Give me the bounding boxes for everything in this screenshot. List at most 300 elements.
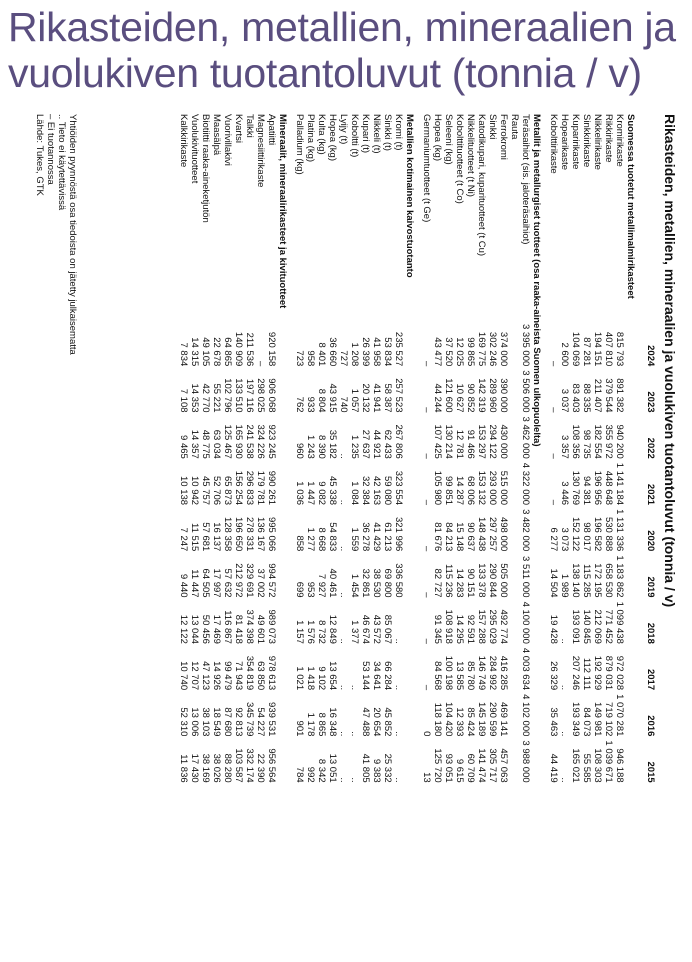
table-cell: 762 <box>294 396 305 413</box>
table-cell: 37 520 <box>443 337 454 367</box>
table-cell: 90 151 <box>465 568 476 598</box>
year-header: 2023 <box>645 391 656 413</box>
table-cell: 336 580 <box>393 563 404 598</box>
table-cell: 125 720 <box>432 748 443 783</box>
row-label: Palladium (kg) <box>294 114 305 175</box>
table-cell: 727 <box>338 350 349 367</box>
table-cell: 515 000 <box>498 470 509 506</box>
table-cell: 858 <box>294 535 305 552</box>
table-cell: 104 420 <box>443 702 454 737</box>
table-row <box>487 114 498 783</box>
table-cell: 14 504 <box>548 568 559 598</box>
table-cell: .. <box>338 592 349 598</box>
table-cell: 27 637 <box>360 429 371 459</box>
table-cell: 492 774 <box>498 609 509 644</box>
table-cell: 699 <box>294 581 305 598</box>
table-row <box>592 114 603 783</box>
table-cell <box>509 413 520 459</box>
table-cell: 17 430 <box>189 753 200 783</box>
table-cell: 41 805 <box>360 753 371 783</box>
row-label: Vuorivillakivi <box>222 114 233 166</box>
table-cell: 2 600 <box>559 342 570 367</box>
table-cell: 130 214 <box>443 424 454 459</box>
row-label: Kuparirikaste <box>570 114 581 170</box>
table-row <box>327 114 338 783</box>
year-header: 2017 <box>645 668 656 691</box>
table-cell: 1 131 336 <box>614 509 625 552</box>
table-cell: 10 627 <box>454 383 465 413</box>
section-header-row <box>625 114 642 783</box>
table-cell: .. <box>393 777 404 783</box>
footnotes <box>34 114 78 355</box>
table-cell <box>509 320 520 366</box>
production-table <box>178 114 656 783</box>
table-cell: 211 536 <box>244 332 255 367</box>
table-cell: 990 261 <box>266 470 277 506</box>
table-cell: 193 091 <box>570 609 581 644</box>
table-cell: 165 930 <box>233 424 244 459</box>
table-row <box>570 114 581 783</box>
table-cell: 194 151 <box>592 331 603 367</box>
table-cell: 8 804 <box>316 388 327 413</box>
table-cell: 103 587 <box>233 748 244 783</box>
table-cell: 939 531 <box>266 702 277 737</box>
table-cell: 128 358 <box>222 516 233 552</box>
table-cell: 48 775 <box>200 429 211 459</box>
table-cell: 8 401 <box>316 342 327 367</box>
table-row <box>382 114 393 783</box>
table-cell: 38 530 <box>371 568 382 598</box>
table-cell: – <box>421 499 432 506</box>
table-cell <box>509 598 520 644</box>
table-cell: 1 989 <box>559 573 570 598</box>
table-row <box>476 114 487 783</box>
table-cell: 100 198 <box>443 655 454 691</box>
table-cell: .. <box>559 684 570 691</box>
row-label: Kulta (kg) <box>316 114 327 155</box>
year-header: 2019 <box>645 576 656 598</box>
row-label: Kvartsi <box>233 114 244 144</box>
table-cell: 8 732 <box>316 620 327 644</box>
table-cell: 107 425 <box>432 424 443 459</box>
table-cell: 3 511 000 <box>520 556 531 598</box>
table-cell: 1 157 <box>294 620 305 644</box>
row-label: Nikkelirikaste <box>592 114 603 170</box>
table-cell: 723 <box>294 350 305 367</box>
table-cell: 136 167 <box>255 516 266 552</box>
table-cell: 46 674 <box>360 614 371 644</box>
table-cell: 17 469 <box>211 614 222 644</box>
table-cell: 98 735 <box>581 429 592 459</box>
table-cell: 345 739 <box>244 702 255 737</box>
table-cell: 235 527 <box>393 331 404 367</box>
table-row <box>360 114 371 783</box>
table-cell: 87 680 <box>222 707 233 737</box>
table-cell: 84 568 <box>432 661 443 691</box>
table-cell: 35 182 <box>327 429 338 459</box>
table-row <box>520 114 531 783</box>
table-cell: .. <box>559 638 570 644</box>
table-cell: 10 942 <box>189 476 200 506</box>
table-cell: 211 407 <box>592 378 603 413</box>
table-cell: – <box>421 638 432 644</box>
table-cell: 329 691 <box>244 563 255 598</box>
table-cell: 115 285 <box>581 563 592 598</box>
table-cell: 152 122 <box>570 516 581 552</box>
table-cell: 102 796 <box>222 378 233 413</box>
table-cell: 133 510 <box>233 378 244 413</box>
year-header: 2020 <box>645 530 656 552</box>
table-cell: 12 707 <box>189 661 200 691</box>
table-cell: 146 749 <box>476 655 487 691</box>
table-row <box>338 114 349 783</box>
table-cell: 1 178 <box>305 712 316 737</box>
table-cell: 37 002 <box>255 568 266 598</box>
table-cell: 7 834 <box>178 342 189 367</box>
table-cell: 3 037 <box>559 388 570 413</box>
table-row <box>443 114 454 783</box>
row-label: Rikkirikaste <box>603 114 614 163</box>
row-label: Biotiitti raaka-aineketjutön <box>200 114 211 223</box>
table-cell: .. <box>393 638 404 644</box>
row-label: Sinkkirikaste <box>581 114 592 168</box>
table-cell: 193 349 <box>570 702 581 737</box>
table-cell: 55 221 <box>211 383 222 413</box>
table-row <box>421 114 432 783</box>
table-cell: – <box>421 360 432 367</box>
table-cell: 17 997 <box>211 568 222 598</box>
table-cell: .. <box>393 684 404 691</box>
table-row <box>222 114 233 783</box>
table-cell: 933 <box>305 396 316 413</box>
table-cell: 54 833 <box>327 522 338 552</box>
table-cell: 22 390 <box>255 753 266 783</box>
table-cell: 972 028 <box>614 655 625 691</box>
table-row <box>233 114 244 783</box>
table-row <box>465 114 476 783</box>
table-cell: 9 383 <box>371 758 382 783</box>
table-cell: 40 461 <box>327 568 338 598</box>
row-label: Kromirikaste <box>614 114 625 167</box>
table-cell: 44 244 <box>432 383 443 413</box>
table-cell: 12 122 <box>178 614 189 644</box>
table-cell: 36 660 <box>327 337 338 367</box>
table-cell: .. <box>338 638 349 644</box>
table-cell: 14 926 <box>211 661 222 691</box>
table-cell: – <box>421 407 432 413</box>
table-cell: 66 284 <box>382 661 393 691</box>
table-cell: 93 051 <box>443 753 454 783</box>
table-cell: 85 780 <box>465 661 476 691</box>
table-cell: 505 000 <box>498 563 509 598</box>
table-cell: 105 980 <box>432 470 443 506</box>
table-cell: 355 972 <box>603 424 614 459</box>
table-cell: 44 921 <box>371 429 382 459</box>
table-cell: 115 236 <box>443 563 454 598</box>
table-row <box>244 114 255 783</box>
section-title: Metallien kotimainen kaivostuotanto <box>404 114 415 278</box>
table-cell: 9 102 <box>316 666 327 691</box>
table-cell: 1 183 862 <box>614 555 625 598</box>
table-cell: 12 393 <box>454 707 465 737</box>
table-cell: 9 615 <box>454 758 465 783</box>
table-cell: 12 849 <box>327 614 338 644</box>
table-cell <box>509 459 520 505</box>
table-cell: 179 781 <box>255 470 266 506</box>
table-cell: 125 467 <box>222 424 233 459</box>
table-cell: 1 021 <box>294 666 305 691</box>
table-cell: 498 000 <box>498 516 509 552</box>
rotated-document <box>0 110 678 960</box>
table-cell: 321 996 <box>393 516 404 552</box>
table-cell: 719 102 <box>603 702 614 737</box>
table-cell: 53 834 <box>382 337 393 367</box>
table-cell: 26 329 <box>548 661 559 691</box>
table-cell: 978 613 <box>266 655 277 691</box>
table-cell: 43 915 <box>327 383 338 413</box>
table-cell: 14 353 <box>189 383 200 413</box>
table-cell: 1 084 <box>349 481 360 506</box>
table-row <box>349 114 360 783</box>
table-cell: – <box>255 360 266 367</box>
table-cell: 47 123 <box>200 661 211 691</box>
table-cell <box>509 551 520 597</box>
table-cell: 354 819 <box>244 655 255 691</box>
table-cell: 8 390 <box>316 435 327 459</box>
table-cell: 12 781 <box>454 429 465 459</box>
table-cell: 197 116 <box>244 378 255 413</box>
table-cell: 290 844 <box>487 563 498 598</box>
table-cell: 448 648 <box>603 470 614 506</box>
table-cell: 99 865 <box>465 337 476 367</box>
table-cell: .. <box>349 684 360 691</box>
table-cell: 379 544 <box>603 378 614 413</box>
table-cell: 85 424 <box>465 707 476 737</box>
table-cell: 212 069 <box>592 609 603 644</box>
table-cell: 169 775 <box>476 331 487 367</box>
table-cell: 4 100 000 <box>520 601 531 644</box>
table-cell: 157 288 <box>476 609 487 644</box>
row-label: Teräsaihiot (sis. jaloteräsaihiot) <box>520 114 531 245</box>
table-cell: 20 132 <box>360 383 371 413</box>
section-header-row <box>404 114 421 783</box>
table-cell: 953 <box>305 581 316 598</box>
page-title: Rikasteiden, metallien, mineraalien ja vuolukiven tuotantoluvut (tonnia / v) <box>8 4 676 96</box>
table-row <box>614 114 625 783</box>
table-cell: 49 105 <box>200 337 211 367</box>
table-cell: 91 345 <box>432 614 443 644</box>
table-cell: 36 278 <box>360 522 371 552</box>
table-cell: 923 245 <box>266 424 277 459</box>
table-cell: 81 676 <box>432 522 443 552</box>
table-cell: 88 280 <box>222 753 233 783</box>
table-cell: 298 025 <box>255 378 266 413</box>
table-cell: 407 810 <box>603 331 614 367</box>
row-label: Katodikupari, kuparituotteet (t Cu) <box>476 114 487 257</box>
table-cell: – <box>421 592 432 598</box>
table-cell: 297 257 <box>487 516 498 552</box>
table-cell <box>509 690 520 736</box>
table-body <box>178 114 642 783</box>
section-title: Mineraalit, mineraalirikasteet ja kivituotteet <box>277 114 288 309</box>
table-cell: 182 554 <box>592 424 603 459</box>
table-cell: 45 852 <box>382 707 393 737</box>
table-cell: 1 576 <box>305 620 316 644</box>
table-cell: 9 465 <box>178 435 189 459</box>
table-cell: 906 068 <box>266 378 277 413</box>
table-cell: 7 108 <box>178 388 189 413</box>
table-cell: 11 836 <box>178 754 189 783</box>
table-cell: 35 463 <box>548 707 559 737</box>
footnote-not-in-production: – Ei tuotannossa <box>45 114 56 185</box>
row-label: Maasälpä <box>211 114 222 156</box>
table-cell: 332 174 <box>244 748 255 783</box>
table-cell: 172 195 <box>592 563 603 598</box>
row-label: Sinkki <box>487 114 498 140</box>
table-cell: 12 025 <box>454 337 465 367</box>
table-cell: 63 034 <box>211 429 222 459</box>
table-cell: 416 285 <box>498 655 509 691</box>
table-header-row <box>642 114 656 783</box>
table-cell: 55 585 <box>581 753 592 783</box>
table-cell <box>509 736 520 782</box>
row-label: Koboltti (t) <box>349 114 360 158</box>
row-label: Ferrokromi <box>498 114 509 160</box>
table-cell: 3 482 000 <box>520 509 531 552</box>
table-cell: 995 066 <box>266 516 277 552</box>
table-cell: 212 972 <box>233 563 244 598</box>
table-cell: 11 447 <box>189 569 200 598</box>
table-cell: 1 070 281 <box>614 694 625 737</box>
table-cell: 13 585 <box>454 661 465 691</box>
row-label: Rauta <box>509 114 520 140</box>
table-row <box>371 114 382 783</box>
table-cell: – <box>548 407 559 413</box>
table-cell: 1 377 <box>349 620 360 644</box>
table-cell: 3 357 <box>559 435 570 459</box>
footnote-withheld: Yhtiöiden pyynnöstä osa tiedoista on jätetty julkaisematta <box>67 114 78 355</box>
table-cell: 11 515 <box>189 522 200 552</box>
table-cell: – <box>548 360 559 367</box>
row-label: Vuolukivituotteet <box>189 114 200 184</box>
table-row <box>393 114 404 783</box>
section-header-row <box>277 114 294 783</box>
table-cell: 13 051 <box>327 753 338 783</box>
table-cell: 121 600 <box>443 378 454 413</box>
table-cell: 41 429 <box>371 522 382 552</box>
table-cell: 196 582 <box>592 516 603 552</box>
table-cell: 267 806 <box>393 424 404 459</box>
table-cell: 323 554 <box>393 470 404 506</box>
table-row <box>581 114 592 783</box>
table-cell: 133 378 <box>476 563 487 598</box>
table-cell: 38 026 <box>211 753 222 783</box>
table-cell: 3 462 000 <box>520 416 531 459</box>
table-cell: 19 428 <box>548 614 559 644</box>
document-title: Rikasteiden, metallien, mineraalien ja vuolukiven tuotantoluvut (tonnia / v) <box>662 114 678 608</box>
table-cell: 7 247 <box>178 527 189 552</box>
table-cell: 257 523 <box>393 378 404 413</box>
year-header: 2021 <box>645 483 656 506</box>
year-header: 2022 <box>645 437 656 459</box>
table-cell: 44 419 <box>548 753 559 783</box>
table-cell: 8 342 <box>316 758 327 783</box>
table-cell: 69 800 <box>382 568 393 598</box>
table-cell: 52 706 <box>211 476 222 506</box>
table-cell: 374 398 <box>244 609 255 644</box>
table-cell: 57 632 <box>222 568 233 598</box>
table-cell: 1 277 <box>305 527 316 552</box>
table-cell: 99 479 <box>222 661 233 691</box>
table-cell: 38 169 <box>200 753 211 783</box>
table-cell: 10 138 <box>178 476 189 506</box>
table-cell: 63 850 <box>255 661 266 691</box>
table-cell: 290 599 <box>487 702 498 737</box>
table-cell: 956 564 <box>266 748 277 783</box>
table-cell: 50 456 <box>200 614 211 644</box>
row-label: Kupari (t) <box>360 114 371 154</box>
table-cell: 3 988 000 <box>520 740 531 783</box>
table-cell: 130 769 <box>570 470 581 506</box>
table-cell: 90 852 <box>465 383 476 413</box>
row-label: Seleeni (kg) <box>443 114 454 165</box>
section-header-row <box>531 114 548 783</box>
table-cell: 141 474 <box>476 748 487 783</box>
table-cell: 14 357 <box>189 429 200 459</box>
table-cell: 20 654 <box>371 707 382 737</box>
table-cell: 88 335 <box>581 383 592 413</box>
row-label: Platina (kg) <box>305 114 316 163</box>
table-cell: 142 319 <box>476 378 487 413</box>
table-cell: 960 <box>294 442 305 459</box>
table-cell: 1 559 <box>349 527 360 552</box>
table-cell: 740 <box>338 396 349 413</box>
table-cell <box>509 366 520 412</box>
table-cell: .. <box>338 453 349 459</box>
table-cell: 305 717 <box>487 748 498 783</box>
table-cell: 3 446 <box>559 481 570 506</box>
table-cell: 10 740 <box>178 661 189 691</box>
table-cell: 469 141 <box>498 702 509 737</box>
table-cell: .. <box>349 777 360 783</box>
table-row <box>294 114 305 783</box>
table-cell: 60 709 <box>465 753 476 783</box>
table-cell: 1 243 <box>305 435 316 459</box>
table-cell: 145 189 <box>476 702 487 737</box>
table-cell <box>509 505 520 551</box>
table-cell: 293 000 <box>487 470 498 506</box>
table-row <box>432 114 443 783</box>
table-cell: 879 031 <box>603 655 614 691</box>
table-cell: 99 851 <box>443 476 454 506</box>
table-cell: – <box>421 546 432 552</box>
table-row <box>305 114 316 783</box>
table-cell: 14 283 <box>454 568 465 598</box>
table-cell: 530 888 <box>603 516 614 552</box>
row-label: Hopea (kg) <box>432 114 443 161</box>
table-cell: 3 073 <box>559 527 570 552</box>
table-cell: 294 122 <box>487 424 498 459</box>
table-cell: 9 440 <box>178 573 189 598</box>
year-header: 2024 <box>645 345 656 367</box>
table-cell: 284 992 <box>487 655 498 691</box>
table-cell: 25 332 <box>382 753 393 783</box>
table-cell: 16 137 <box>211 522 222 552</box>
year-header: 2016 <box>645 715 656 737</box>
table-cell: 992 <box>305 766 316 783</box>
row-label: Germaniumtuotteet (t Ge) <box>421 114 432 223</box>
year-header: 2018 <box>645 622 656 644</box>
